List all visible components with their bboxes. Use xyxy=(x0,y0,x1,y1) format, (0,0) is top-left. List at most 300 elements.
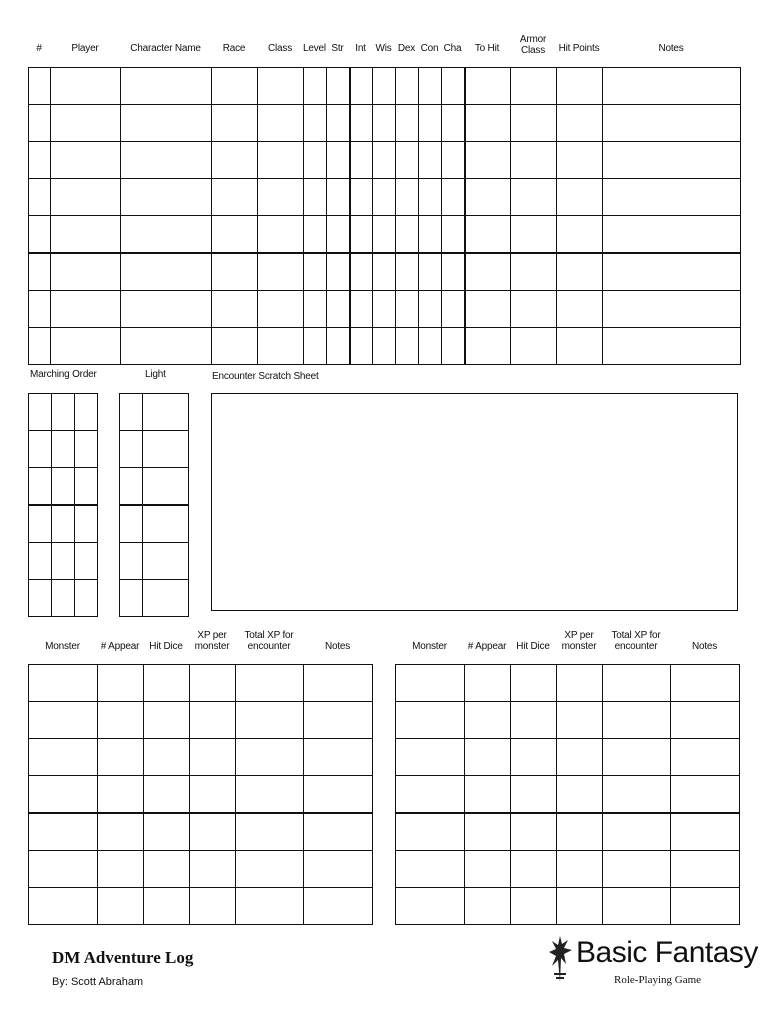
monster-cell[interactable] xyxy=(557,813,603,851)
light-cell[interactable] xyxy=(120,394,143,431)
party-cell[interactable] xyxy=(258,105,304,142)
party-cell[interactable] xyxy=(373,328,396,365)
monster-cell[interactable] xyxy=(304,739,373,776)
monster-cell[interactable] xyxy=(396,702,465,739)
light-cell[interactable] xyxy=(143,505,189,543)
table-row xyxy=(396,702,740,739)
monster-cell[interactable] xyxy=(465,888,511,925)
party-cell[interactable] xyxy=(511,105,557,142)
monster-cell[interactable] xyxy=(236,776,304,814)
marching-order-cell[interactable] xyxy=(75,580,98,617)
party-cell[interactable] xyxy=(603,68,741,105)
monster-cell[interactable] xyxy=(190,851,236,888)
monster-cell[interactable] xyxy=(304,702,373,739)
monster-cell[interactable] xyxy=(557,851,603,888)
party-cell[interactable] xyxy=(465,68,511,105)
party-cell[interactable] xyxy=(442,105,465,142)
party-cell[interactable] xyxy=(465,216,511,254)
party-cell[interactable] xyxy=(350,68,373,105)
table-row xyxy=(29,776,373,814)
party-cell[interactable] xyxy=(29,328,51,365)
party-cell[interactable] xyxy=(373,216,396,254)
table-row xyxy=(120,468,189,506)
party-cell[interactable] xyxy=(557,105,603,142)
party-cell[interactable] xyxy=(51,328,121,365)
party-cell[interactable] xyxy=(258,179,304,216)
party-header-cell: Dex xyxy=(397,43,416,54)
marching-order-cell[interactable] xyxy=(52,431,75,468)
monster-cell[interactable] xyxy=(236,851,304,888)
party-cell[interactable] xyxy=(442,253,465,291)
party-cell[interactable] xyxy=(304,253,327,291)
party-cell[interactable] xyxy=(442,179,465,216)
monster-cell[interactable] xyxy=(671,813,740,851)
party-cell[interactable] xyxy=(557,291,603,328)
monster-cell[interactable] xyxy=(190,739,236,776)
table-row xyxy=(120,543,189,580)
party-cell[interactable] xyxy=(121,179,212,216)
monster-cell[interactable] xyxy=(396,813,465,851)
party-cell[interactable] xyxy=(442,291,465,328)
monster-cell[interactable] xyxy=(396,851,465,888)
monster-cell[interactable] xyxy=(511,665,557,702)
monster-table-left xyxy=(28,664,373,925)
monster-cell[interactable] xyxy=(603,888,671,925)
party-cell[interactable] xyxy=(603,216,741,254)
monster-cell[interactable] xyxy=(29,888,98,925)
party-cell[interactable] xyxy=(396,291,419,328)
logo-text: Basic Fantasy xyxy=(576,936,758,969)
monster-cell[interactable] xyxy=(671,776,740,814)
monster-cell[interactable] xyxy=(98,776,144,814)
light-cell[interactable] xyxy=(120,543,143,580)
party-cell[interactable] xyxy=(373,179,396,216)
monster-header-cell: Hit Dice xyxy=(516,641,550,652)
party-cell[interactable] xyxy=(29,179,51,216)
monster-cell[interactable] xyxy=(396,888,465,925)
marching-order-cell[interactable] xyxy=(29,431,52,468)
table-row xyxy=(396,739,740,776)
monster-cell[interactable] xyxy=(29,665,98,702)
party-cell[interactable] xyxy=(350,179,373,216)
party-cell[interactable] xyxy=(304,179,327,216)
monster-cell[interactable] xyxy=(396,665,465,702)
table-row xyxy=(29,813,373,851)
party-header-cell: Notes xyxy=(658,43,684,54)
monster-cell[interactable] xyxy=(98,665,144,702)
monster-cell[interactable] xyxy=(190,776,236,814)
monster-cell[interactable] xyxy=(304,665,373,702)
party-cell[interactable] xyxy=(29,68,51,105)
party-header-cell: Class xyxy=(267,43,292,54)
party-cell[interactable] xyxy=(465,105,511,142)
monster-cell[interactable] xyxy=(29,851,98,888)
party-cell[interactable] xyxy=(327,328,350,365)
party-cell[interactable] xyxy=(373,105,396,142)
table-row xyxy=(29,328,741,365)
party-cell[interactable] xyxy=(350,142,373,179)
monster-cell[interactable] xyxy=(190,702,236,739)
table-row xyxy=(120,580,189,617)
party-cell[interactable] xyxy=(419,253,442,291)
party-cell[interactable] xyxy=(121,253,212,291)
table-row xyxy=(120,394,189,431)
party-cell[interactable] xyxy=(304,105,327,142)
encounter-scratch-box[interactable] xyxy=(211,393,738,611)
monster-cell[interactable] xyxy=(98,888,144,925)
monster-cell[interactable] xyxy=(603,739,671,776)
marching-order-cell[interactable] xyxy=(52,468,75,506)
monster-cell[interactable] xyxy=(144,813,190,851)
monster-cell[interactable] xyxy=(603,851,671,888)
party-cell[interactable] xyxy=(557,68,603,105)
table-row xyxy=(120,431,189,468)
party-header-cell: # xyxy=(36,43,42,54)
party-cell[interactable] xyxy=(258,328,304,365)
party-cell[interactable] xyxy=(396,253,419,291)
party-cell[interactable] xyxy=(373,253,396,291)
party-cell[interactable] xyxy=(396,216,419,254)
light-cell[interactable] xyxy=(143,468,189,506)
party-cell[interactable] xyxy=(51,105,121,142)
party-cell[interactable] xyxy=(396,68,419,105)
party-cell[interactable] xyxy=(29,291,51,328)
party-cell[interactable] xyxy=(465,253,511,291)
party-cell[interactable] xyxy=(51,142,121,179)
encounter-scratch-label: Encounter Scratch Sheet xyxy=(212,371,319,382)
party-cell[interactable] xyxy=(419,291,442,328)
marching-order-cell[interactable] xyxy=(75,468,98,506)
party-cell[interactable] xyxy=(327,216,350,254)
party-cell[interactable] xyxy=(373,68,396,105)
party-cell[interactable] xyxy=(557,142,603,179)
party-cell[interactable] xyxy=(465,142,511,179)
monster-cell[interactable] xyxy=(603,813,671,851)
party-cell[interactable] xyxy=(327,105,350,142)
marching-order-cell[interactable] xyxy=(75,505,98,543)
marching-order-grid xyxy=(28,393,98,617)
monster-cell[interactable] xyxy=(236,665,304,702)
party-cell[interactable] xyxy=(465,328,511,365)
light-cell[interactable] xyxy=(120,580,143,617)
marching-order-cell[interactable] xyxy=(29,394,52,431)
party-cell[interactable] xyxy=(373,142,396,179)
monster-cell[interactable] xyxy=(557,702,603,739)
party-cell[interactable] xyxy=(419,328,442,365)
monster-cell[interactable] xyxy=(98,702,144,739)
monster-cell[interactable] xyxy=(465,851,511,888)
party-header-cell: Hit Points xyxy=(558,43,600,54)
light-cell[interactable] xyxy=(120,431,143,468)
party-cell[interactable] xyxy=(327,253,350,291)
party-cell[interactable] xyxy=(511,328,557,365)
party-header-cell: Wis xyxy=(375,43,392,54)
party-cell[interactable] xyxy=(557,216,603,254)
monster-cell[interactable] xyxy=(557,888,603,925)
party-cell[interactable] xyxy=(511,253,557,291)
marching-order-cell[interactable] xyxy=(52,505,75,543)
party-cell[interactable] xyxy=(121,105,212,142)
table-row xyxy=(29,431,98,468)
table-row xyxy=(29,291,741,328)
party-cell[interactable] xyxy=(212,253,258,291)
party-header-cell: Race xyxy=(222,43,246,54)
party-cell[interactable] xyxy=(29,142,51,179)
party-cell[interactable] xyxy=(419,105,442,142)
monster-cell[interactable] xyxy=(29,776,98,814)
party-cell[interactable] xyxy=(557,328,603,365)
monster-header-cell: Notes xyxy=(324,641,351,652)
party-cell[interactable] xyxy=(327,142,350,179)
party-cell[interactable] xyxy=(258,216,304,254)
party-cell[interactable] xyxy=(419,216,442,254)
monster-cell[interactable] xyxy=(465,702,511,739)
monster-cell[interactable] xyxy=(29,702,98,739)
marching-order-cell[interactable] xyxy=(29,543,52,580)
party-cell[interactable] xyxy=(212,68,258,105)
monster-cell[interactable] xyxy=(465,739,511,776)
party-cell[interactable] xyxy=(258,68,304,105)
party-cell[interactable] xyxy=(442,142,465,179)
party-cell[interactable] xyxy=(603,291,741,328)
table-row xyxy=(29,468,98,506)
table-row xyxy=(29,142,741,179)
party-cell[interactable] xyxy=(258,253,304,291)
party-cell[interactable] xyxy=(327,291,350,328)
monster-cell[interactable] xyxy=(557,665,603,702)
party-cell[interactable] xyxy=(511,216,557,254)
party-header-cell: Cha xyxy=(443,43,462,54)
table-row xyxy=(29,888,373,925)
party-cell[interactable] xyxy=(603,179,741,216)
monster-cell[interactable] xyxy=(98,851,144,888)
monster-header-cell: Monster xyxy=(412,641,447,652)
monster-cell[interactable] xyxy=(465,813,511,851)
monster-cell[interactable] xyxy=(144,665,190,702)
party-cell[interactable] xyxy=(51,253,121,291)
party-cell[interactable] xyxy=(121,291,212,328)
monster-header-cell: Total XP for encounter xyxy=(611,630,661,652)
party-cell[interactable] xyxy=(212,328,258,365)
party-cell[interactable] xyxy=(603,328,741,365)
party-cell[interactable] xyxy=(511,291,557,328)
monster-header-cell: XP per monster xyxy=(194,630,230,652)
party-header-cell: Con xyxy=(420,43,439,54)
marching-order-cell[interactable] xyxy=(29,468,52,506)
author-byline: By: Scott Abraham xyxy=(52,976,144,988)
monster-cell[interactable] xyxy=(603,776,671,814)
party-cell[interactable] xyxy=(51,68,121,105)
monster-cell[interactable] xyxy=(511,776,557,814)
party-cell[interactable] xyxy=(465,179,511,216)
monster-cell[interactable] xyxy=(603,665,671,702)
table-row xyxy=(29,105,741,142)
party-cell[interactable] xyxy=(212,216,258,254)
party-cell[interactable] xyxy=(212,142,258,179)
party-cell[interactable] xyxy=(465,291,511,328)
party-cell[interactable] xyxy=(511,142,557,179)
party-cell[interactable] xyxy=(304,142,327,179)
monster-cell[interactable] xyxy=(29,813,98,851)
monster-cell[interactable] xyxy=(190,888,236,925)
party-cell[interactable] xyxy=(258,142,304,179)
party-cell[interactable] xyxy=(121,328,212,365)
monster-cell[interactable] xyxy=(511,739,557,776)
monster-header-cell: Hit Dice xyxy=(149,641,183,652)
monster-cell[interactable] xyxy=(98,813,144,851)
monster-cell[interactable] xyxy=(511,851,557,888)
monster-cell[interactable] xyxy=(236,739,304,776)
monster-cell[interactable] xyxy=(236,702,304,739)
marching-order-cell[interactable] xyxy=(75,543,98,580)
monster-cell[interactable] xyxy=(304,776,373,814)
party-cell[interactable] xyxy=(350,291,373,328)
light-label: Light xyxy=(145,369,166,380)
light-cell[interactable] xyxy=(143,580,189,617)
monster-cell[interactable] xyxy=(671,702,740,739)
monster-cell[interactable] xyxy=(190,813,236,851)
party-header-cell: Player xyxy=(71,43,99,54)
monster-cell[interactable] xyxy=(511,813,557,851)
party-cell[interactable] xyxy=(419,68,442,105)
party-cell[interactable] xyxy=(373,291,396,328)
monster-cell[interactable] xyxy=(304,888,373,925)
marching-order-cell[interactable] xyxy=(29,505,52,543)
monster-cell[interactable] xyxy=(671,851,740,888)
party-cell[interactable] xyxy=(304,68,327,105)
party-cell[interactable] xyxy=(29,253,51,291)
party-cell[interactable] xyxy=(442,328,465,365)
logo-subtext: Role-Playing Game xyxy=(614,974,702,986)
party-cell[interactable] xyxy=(396,105,419,142)
party-cell[interactable] xyxy=(419,179,442,216)
monster-cell[interactable] xyxy=(144,776,190,814)
light-cell[interactable] xyxy=(143,394,189,431)
monster-cell[interactable] xyxy=(236,888,304,925)
party-cell[interactable] xyxy=(121,216,212,254)
party-header-cell: Armor Class xyxy=(519,34,547,56)
party-cell[interactable] xyxy=(511,68,557,105)
party-cell[interactable] xyxy=(51,291,121,328)
light-cell[interactable] xyxy=(143,431,189,468)
party-cell[interactable] xyxy=(304,328,327,365)
monster-cell[interactable] xyxy=(190,665,236,702)
light-cell[interactable] xyxy=(120,505,143,543)
monster-cell[interactable] xyxy=(671,739,740,776)
table-row xyxy=(29,179,741,216)
monster-cell[interactable] xyxy=(603,702,671,739)
party-cell[interactable] xyxy=(350,105,373,142)
party-header-cell: Int xyxy=(355,43,366,54)
monster-cell[interactable] xyxy=(144,851,190,888)
monster-cell[interactable] xyxy=(671,665,740,702)
dragon-icon xyxy=(548,934,574,989)
party-cell[interactable] xyxy=(603,253,741,291)
monster-cell[interactable] xyxy=(511,888,557,925)
monster-cell[interactable] xyxy=(144,888,190,925)
party-cell[interactable] xyxy=(419,142,442,179)
party-cell[interactable] xyxy=(442,68,465,105)
monster-cell[interactable] xyxy=(465,776,511,814)
party-cell[interactable] xyxy=(51,216,121,254)
monster-cell[interactable] xyxy=(465,665,511,702)
party-cell[interactable] xyxy=(396,179,419,216)
party-cell[interactable] xyxy=(603,105,741,142)
light-cell[interactable] xyxy=(120,468,143,506)
monster-cell[interactable] xyxy=(29,739,98,776)
light-cell[interactable] xyxy=(143,543,189,580)
table-row xyxy=(29,253,741,291)
marching-order-label: Marching Order xyxy=(30,369,97,380)
table-row xyxy=(396,888,740,925)
party-cell[interactable] xyxy=(212,291,258,328)
table-row xyxy=(29,739,373,776)
party-cell[interactable] xyxy=(350,253,373,291)
monster-cell[interactable] xyxy=(671,888,740,925)
monster-cell[interactable] xyxy=(396,776,465,814)
party-cell[interactable] xyxy=(29,216,51,254)
monster-cell[interactable] xyxy=(304,851,373,888)
party-cell[interactable] xyxy=(29,105,51,142)
marching-order-cell[interactable] xyxy=(75,394,98,431)
marching-order-cell[interactable] xyxy=(75,431,98,468)
monster-cell[interactable] xyxy=(557,776,603,814)
party-cell[interactable] xyxy=(327,179,350,216)
party-cell[interactable] xyxy=(212,179,258,216)
party-cell[interactable] xyxy=(51,179,121,216)
monster-cell[interactable] xyxy=(98,739,144,776)
party-header-cell: Str xyxy=(331,43,344,54)
party-cell[interactable] xyxy=(212,105,258,142)
party-cell[interactable] xyxy=(121,142,212,179)
marching-order-cell[interactable] xyxy=(52,543,75,580)
monster-cell[interactable] xyxy=(396,739,465,776)
monster-cell[interactable] xyxy=(144,702,190,739)
party-cell[interactable] xyxy=(304,291,327,328)
monster-header-cell: Total XP for encounter xyxy=(244,630,294,652)
marching-order-cell[interactable] xyxy=(52,580,75,617)
marching-order-cell[interactable] xyxy=(29,580,52,617)
monster-cell[interactable] xyxy=(236,813,304,851)
party-cell[interactable] xyxy=(396,328,419,365)
monster-cell[interactable] xyxy=(511,702,557,739)
table-row xyxy=(396,665,740,702)
table-row xyxy=(29,68,741,105)
party-cell[interactable] xyxy=(121,68,212,105)
party-cell[interactable] xyxy=(442,216,465,254)
party-cell[interactable] xyxy=(557,253,603,291)
party-cell[interactable] xyxy=(304,216,327,254)
party-cell[interactable] xyxy=(350,328,373,365)
party-cell[interactable] xyxy=(396,142,419,179)
party-cell[interactable] xyxy=(603,142,741,179)
monster-cell[interactable] xyxy=(144,739,190,776)
monster-header-cell: Notes xyxy=(691,641,718,652)
party-cell[interactable] xyxy=(327,68,350,105)
table-row xyxy=(396,776,740,814)
monster-cell[interactable] xyxy=(304,813,373,851)
party-cell[interactable] xyxy=(511,179,557,216)
party-cell[interactable] xyxy=(557,179,603,216)
monster-header-cell: # Appear xyxy=(100,641,140,652)
table-row xyxy=(29,216,741,254)
party-cell[interactable] xyxy=(258,291,304,328)
monster-cell[interactable] xyxy=(557,739,603,776)
table-row xyxy=(396,813,740,851)
table-row xyxy=(29,851,373,888)
party-cell[interactable] xyxy=(350,216,373,254)
marching-order-cell[interactable] xyxy=(52,394,75,431)
